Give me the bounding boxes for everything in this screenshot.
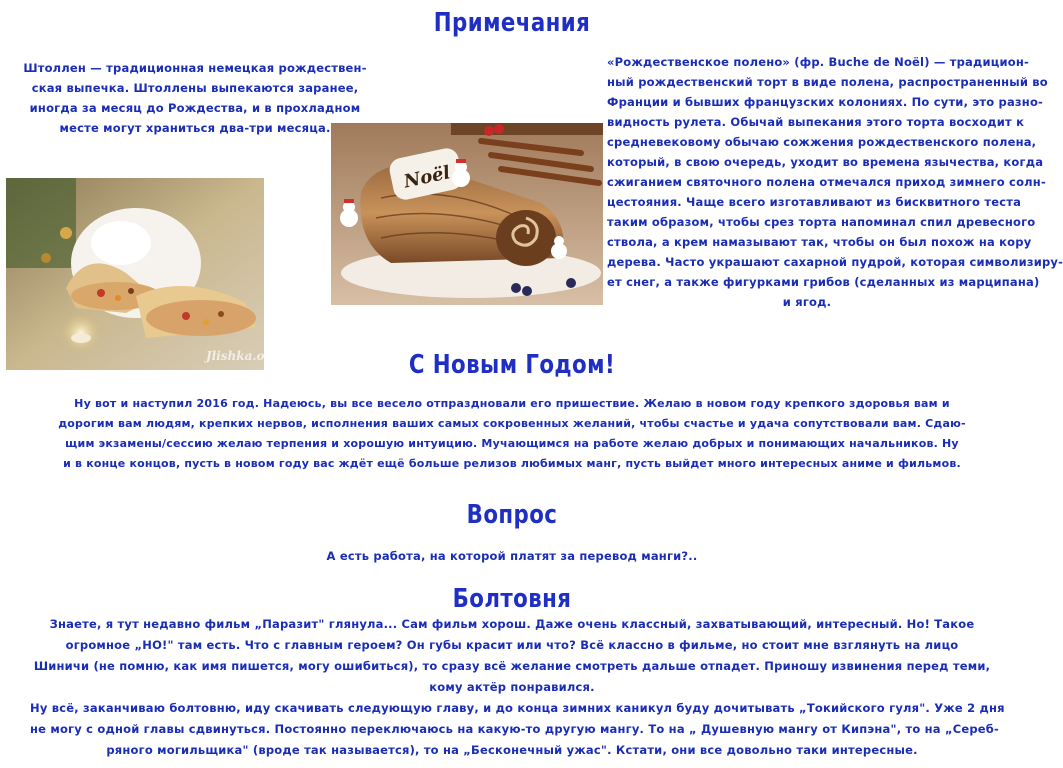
chatter-line: кому актёр понравился.: [429, 680, 595, 694]
question-line: А есть работа, на которой платят за перевод манги?..: [326, 549, 698, 563]
buche-note-line: дерева. Часто украшают сахарной пудрой, которая символизиру-: [607, 255, 1063, 269]
buche-note-line: цестояния. Чаще всего изготавливают из бисквитного теста: [607, 195, 1022, 209]
buche-note-line: сжиганием святочного полена отмечался приход зимнего солн-: [607, 175, 1046, 189]
stollen-photo: [6, 178, 280, 370]
question-text: [0, 546, 1024, 566]
buche-note-line: ет снег, а также фигурками грибов (сделанных из марципана): [607, 275, 1040, 289]
chatter-line: ряного могильщика" (вроде так называется), то на „Бесконечный ужас". Кстати, они все довольно таки интересные.: [106, 743, 918, 757]
chatter-line: Знаете, я тут недавно фильм „Паразит" глянула... Сам фильм хорош. Даже очень классный, захватывающий, интересный. Но! Такое: [49, 617, 975, 631]
greeting-text: [40, 394, 984, 474]
buche-note-line: ный рождественский торт в виде полена, распространенный во: [607, 75, 1048, 89]
buche-note-line: и ягод.: [782, 295, 832, 309]
chatter-heading: Болтовня: [452, 584, 572, 614]
cake-sign-text: Noël: [402, 162, 453, 193]
chatter-line: Ну всё, заканчиваю болтовню, иду скачивать следующую главу, и до конца зимних каникул буду дочитывать „Токийского гуля". Уже 2 дня: [30, 701, 1005, 715]
stollen-note-line: иногда за месяц до Рождества, и в прохладном: [29, 101, 361, 115]
question-heading: Вопрос: [466, 500, 558, 530]
new-year-heading: С Новым Годом!: [408, 350, 616, 380]
stollen-note-line: Штоллен — традиционная немецкая рождествен-: [23, 61, 367, 75]
stollen-watermark: Jlishka.org: [206, 349, 280, 363]
stollen-note-line: месте могут храниться два-три месяца.: [59, 121, 331, 135]
notes-heading: Примечания: [433, 8, 591, 38]
buche-note-line: ствола, а крем намазывают так, чтобы он был похож на кору: [607, 235, 1032, 249]
greeting-line: дорогим вам людям, крепких нервов, исполнения ваших самых сокровенных желаний, чтобы счастье и удача сопутствовали вам. Сдаю-: [58, 417, 966, 430]
stollen-note: [20, 58, 370, 138]
buche-note-line: таким образом, чтобы срез торта напоминал спил древесного: [607, 215, 1036, 229]
buche-de-noel-photo: [331, 123, 603, 305]
chatter-line: Шиничи (не помню, как имя пишется, могу ошибиться), то сразу всё желание смотреть дальше отпадет. Приношу извинения перед теми,: [33, 659, 991, 673]
buche-note-line: средневековому обычаю сожжения рождественского полена,: [607, 135, 1037, 149]
stollen-note-line: ская выпечка. Штоллены выпекаются заранее,: [31, 81, 359, 95]
chatter-line: не могу с одной главы сдвинуться. Постоянно переключаюсь на какую-то другую мангу. То на „ Душевную мангу от Кипэна", то на „Сереб-: [30, 722, 999, 736]
buche-note-line: «Рождественское полено» (фр. Buche de Noël) — традицион-: [607, 55, 1029, 69]
greeting-line: Ну вот и наступил 2016 год. Надеюсь, вы все весело отпраздновали его пришествие. Желаю в новом году крепкого здоровья вам и: [74, 397, 950, 410]
buche-note: [607, 52, 1063, 312]
chatter-text: [30, 614, 1005, 761]
chatter-line: огромное „НО!" там есть. Что с главным героем? Он губы красит или что? Всё классно в фильме, но стоит мне взглянуть на лицо: [65, 638, 959, 652]
greeting-line: щим экзамены/сессию желаю терпения и хорошую интуицию. Мучающимся на работе желаю добрых и понимающих начальников. Ну: [65, 437, 959, 450]
buche-note-line: Франции и бывших французских колониях. По сути, это разно-: [607, 95, 1044, 109]
greeting-line: и в конце концов, пусть в новом году вас ждёт ещё больше релизов любимых манг, пусть выйдет много интересных аниме и фильмов.: [63, 457, 961, 470]
buche-note-line: который, в свою очередь, уходит во времена язычества, когда: [607, 155, 1044, 169]
buche-note-line: видность рулета. Обычай выпекания этого торта восходит к: [607, 115, 1025, 129]
